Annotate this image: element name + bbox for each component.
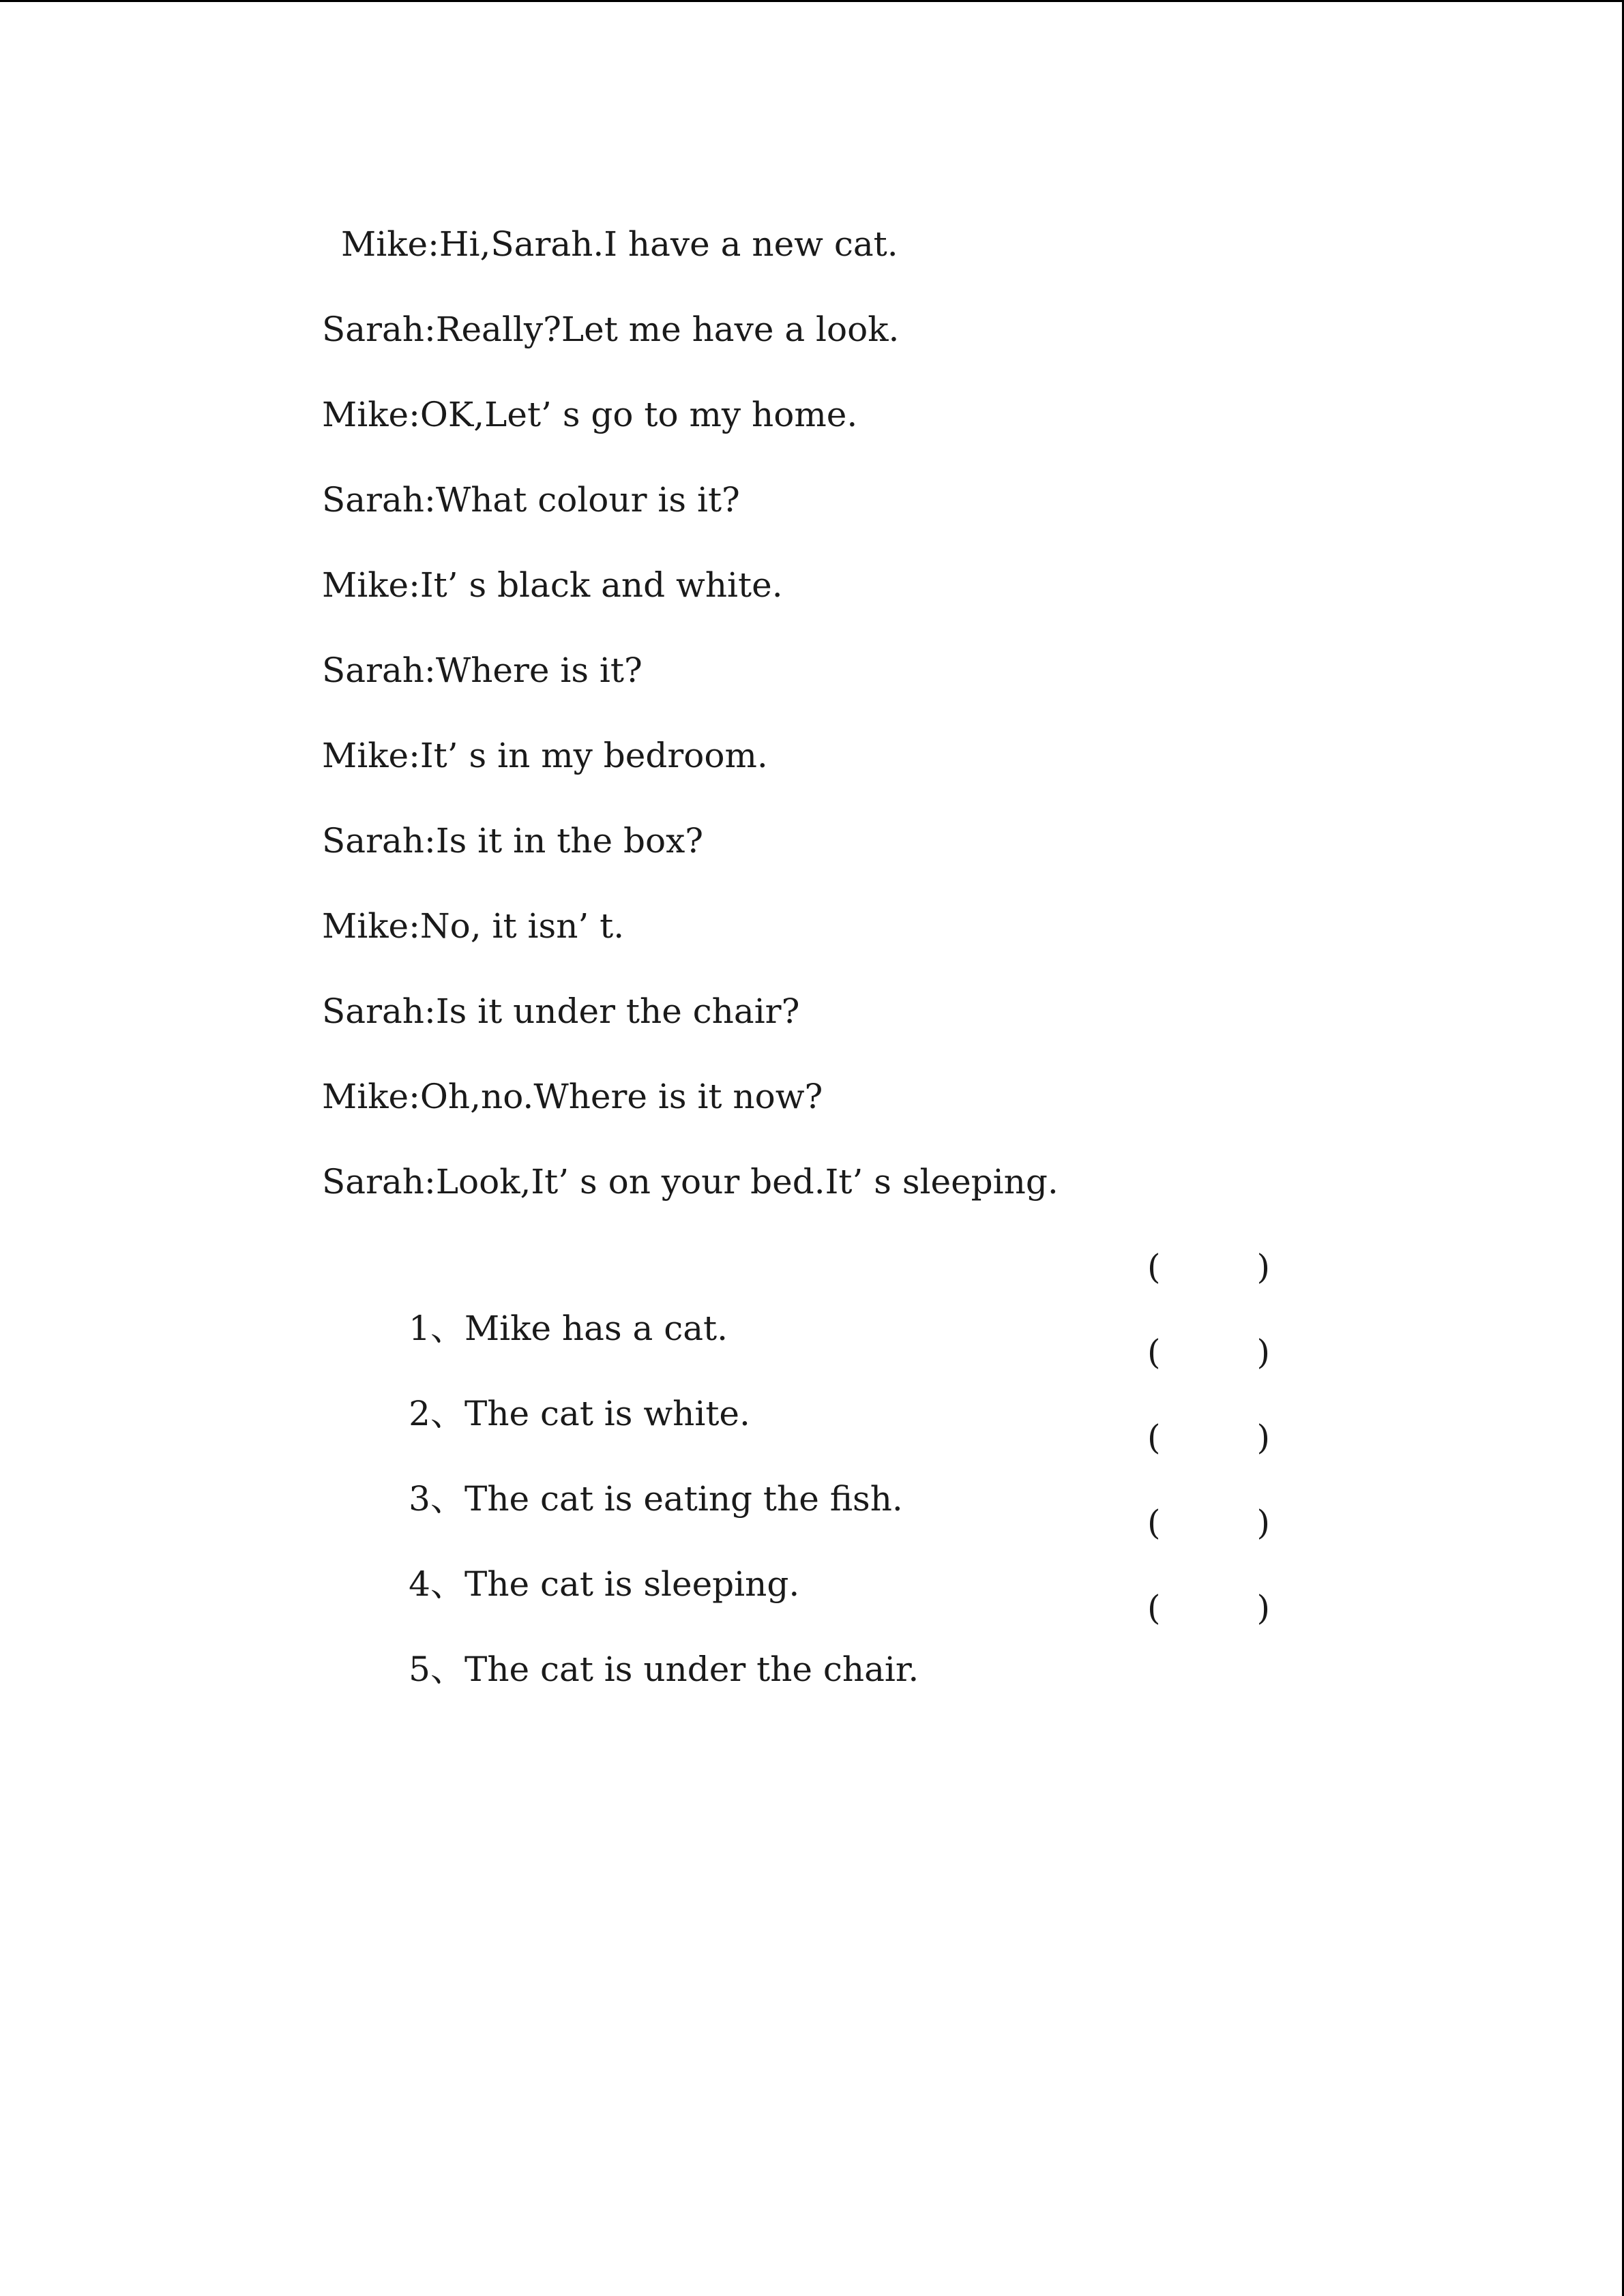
question-text: 5、The cat is under the chair. <box>409 1650 919 1689</box>
answer-blank-close: ) <box>1256 1418 1270 1457</box>
dialogue-line: Sarah:Really?Let me have a look. <box>322 310 900 349</box>
dialogue-line: Mike:OK,Let’ s go to my home. <box>322 395 858 434</box>
answer-blank[interactable] <box>1147 1236 1270 1298</box>
question-item <box>322 1577 1345 1689</box>
dialogue-line: Sarah:Look,It’ s on your bed.It’ s sleeping. <box>322 1162 1059 1202</box>
answer-blank[interactable] <box>1147 1322 1270 1383</box>
true-false-questions <box>322 1236 1345 1689</box>
question-text: 1、Mike has a cat. <box>409 1309 728 1348</box>
question-item <box>322 1407 1345 1519</box>
worksheet-content <box>322 213 1345 1689</box>
question-text: 2、The cat is white. <box>409 1394 750 1433</box>
question-item <box>322 1322 1345 1433</box>
dialogue-line: Mike:It’ s in my bedroom. <box>322 736 768 775</box>
dialogue-line: Mike:No, it isn’ t. <box>322 906 625 946</box>
answer-blank-close: ) <box>1256 1588 1270 1628</box>
dialogue-line: Sarah:Where is it? <box>322 651 643 690</box>
answer-blank-close: ) <box>1256 1503 1270 1542</box>
question-text: 4、The cat is sleeping. <box>409 1564 800 1604</box>
answer-blank[interactable] <box>1147 1492 1270 1553</box>
dialogue-line: Sarah:What colour is it? <box>322 480 740 520</box>
question-text: 3、The cat is eating the fish. <box>409 1479 903 1519</box>
answer-blank-open: ( <box>1147 1588 1161 1628</box>
dialogue <box>322 213 1345 1236</box>
dialogue-line: Sarah:Is it in the box? <box>322 821 704 861</box>
dialogue-line: Mike:It’ s black and white. <box>322 565 783 605</box>
answer-blank-close: ) <box>1256 1247 1270 1287</box>
answer-blank[interactable] <box>1147 1407 1270 1468</box>
dialogue-line: Mike:Hi,Sarah.I have a new cat. <box>341 224 898 264</box>
answer-blank-open: ( <box>1147 1247 1161 1287</box>
question-item <box>322 1492 1345 1604</box>
answer-blank-open: ( <box>1147 1332 1161 1372</box>
answer-blank-open: ( <box>1147 1418 1161 1457</box>
answer-blank-open: ( <box>1147 1503 1161 1542</box>
dialogue-line: Mike:Oh,no.Where is it now? <box>322 1077 823 1116</box>
answer-blank[interactable] <box>1147 1577 1270 1639</box>
question-item <box>322 1236 1345 1348</box>
answer-blank-close: ) <box>1256 1332 1270 1372</box>
dialogue-line: Sarah:Is it under the chair? <box>322 992 800 1031</box>
